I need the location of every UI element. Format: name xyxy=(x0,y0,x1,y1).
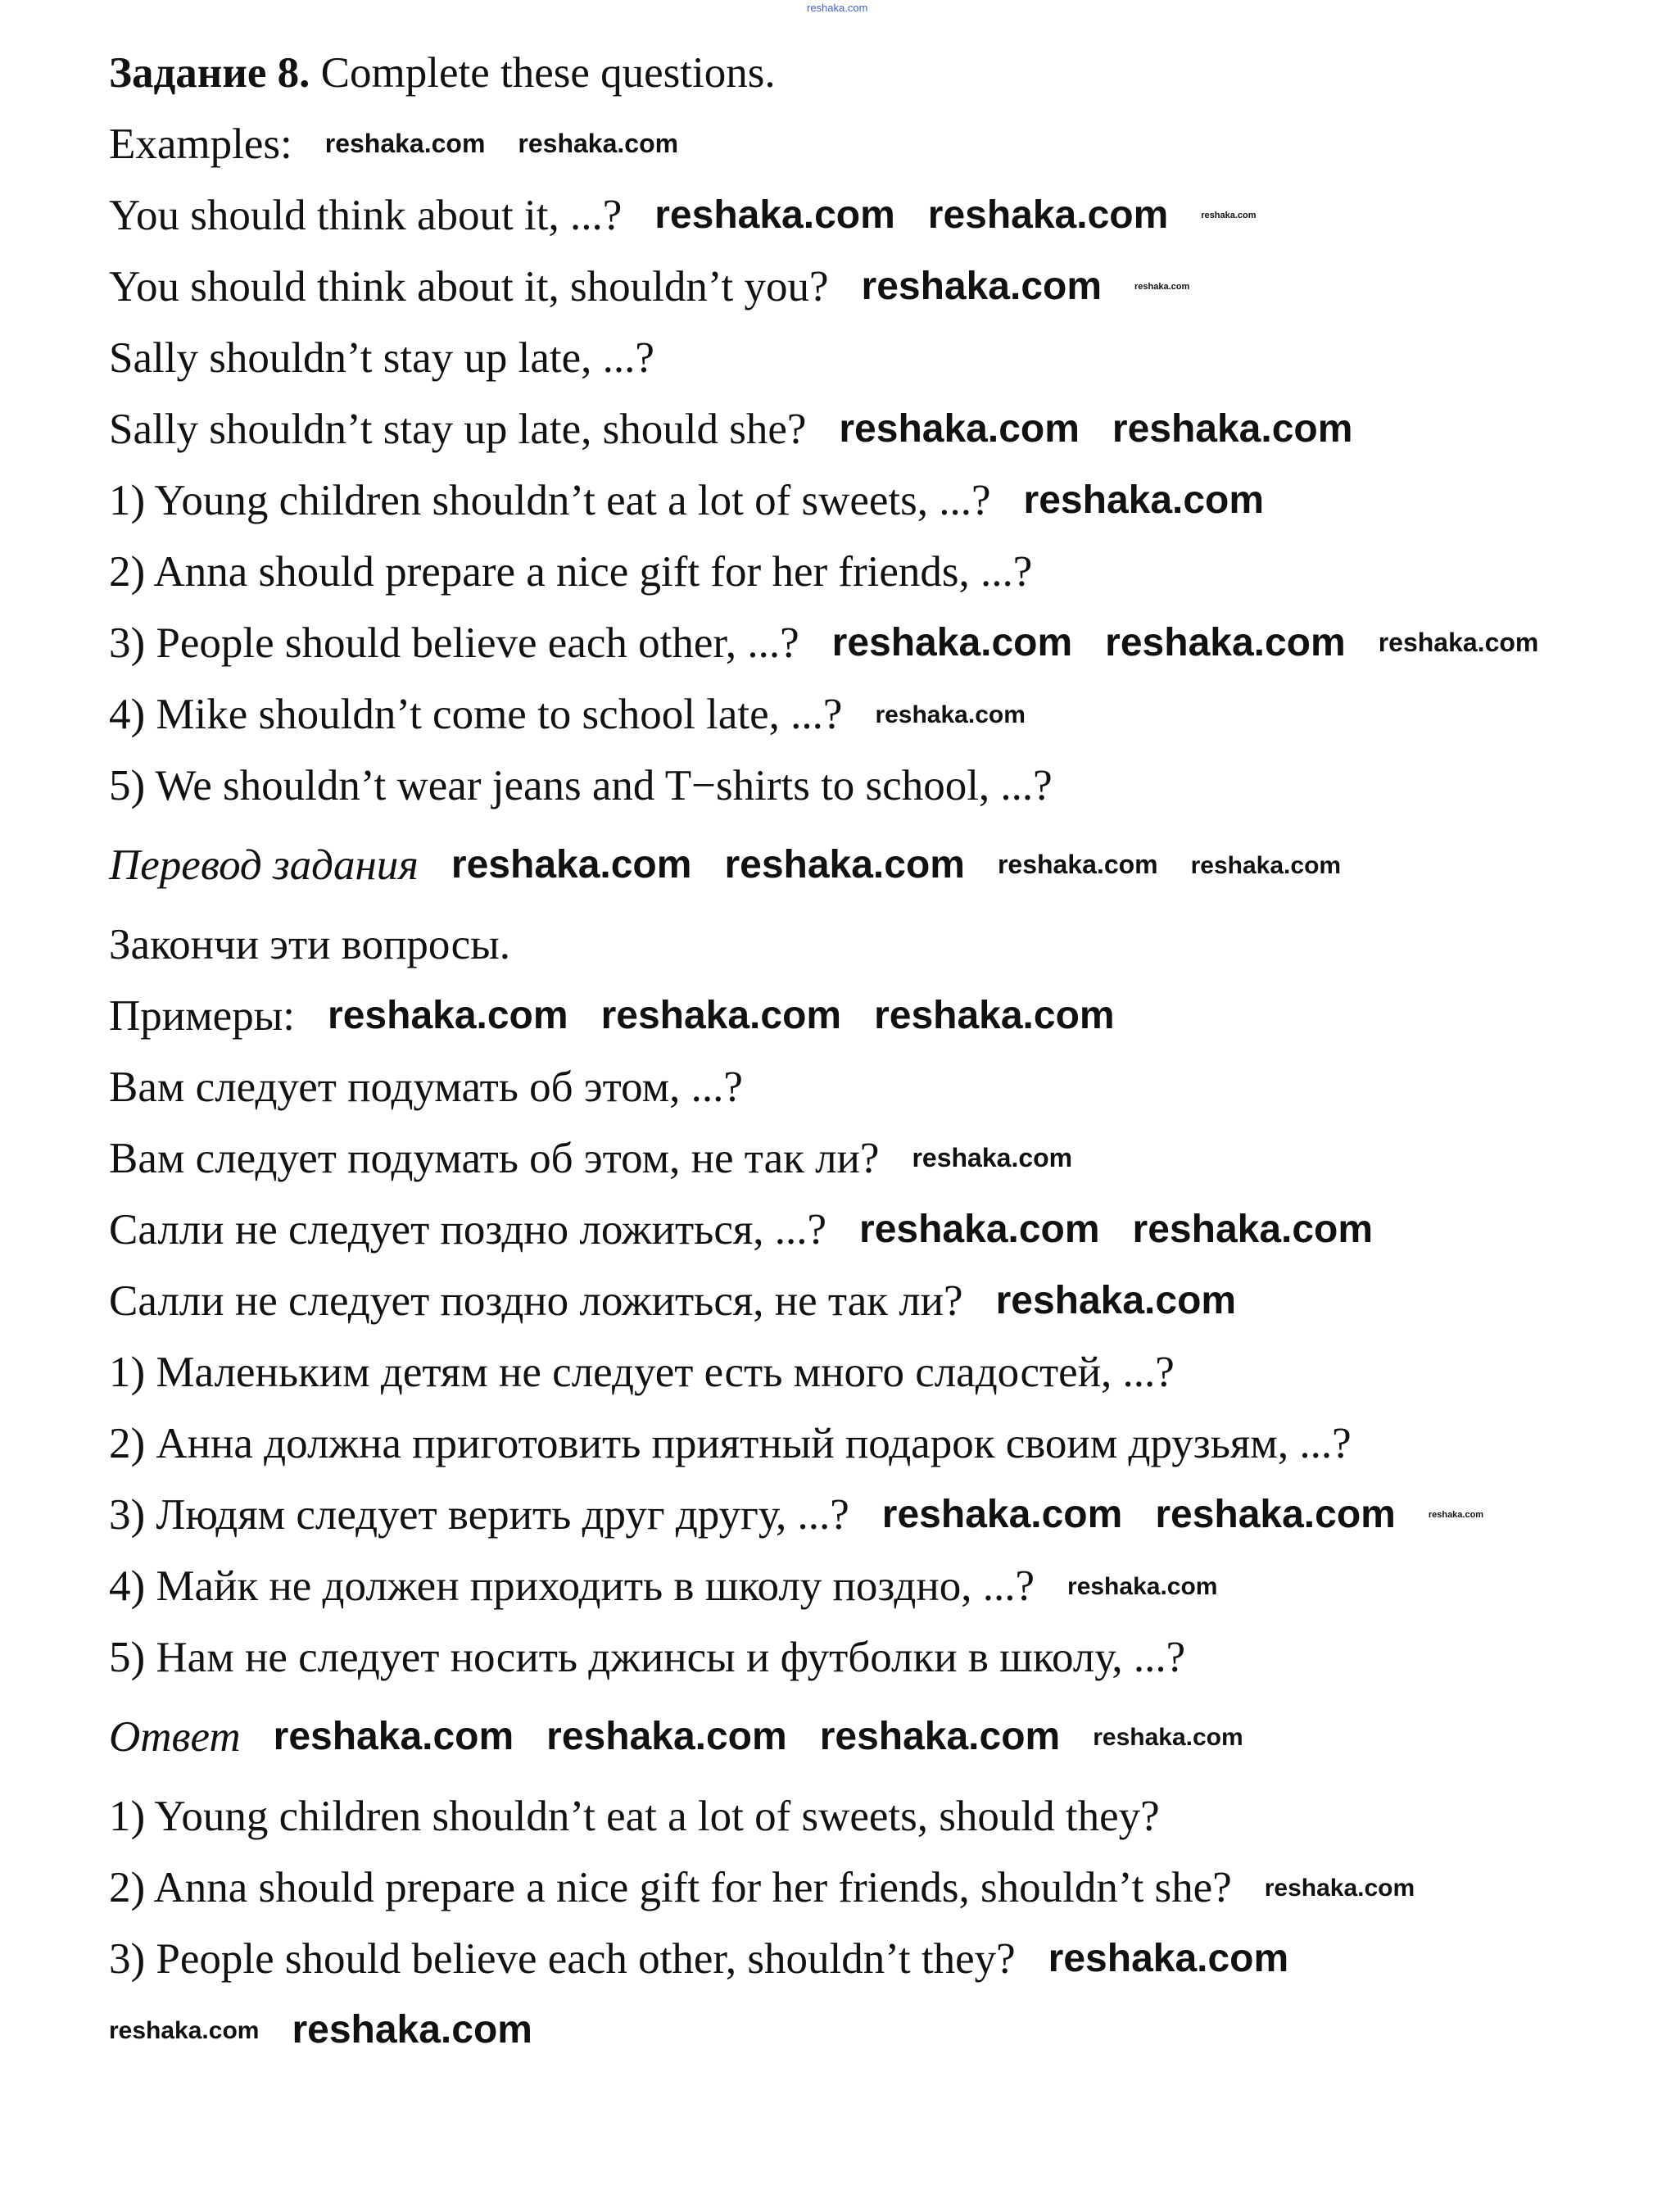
question-line: 4) Mike shouldn’t come to school late, ...? xyxy=(109,691,843,738)
watermark: reshaka.com xyxy=(324,129,486,159)
watermark: reshaka.com xyxy=(1155,1492,1396,1536)
answer-line: 2) Anna should prepare a nice gift for her friends, shouldn’t she? xyxy=(109,1864,1232,1911)
watermark: reshaka.com xyxy=(451,842,692,886)
translation-example-row xyxy=(109,1204,1647,1256)
question-row xyxy=(109,759,1647,812)
translation-question-row xyxy=(109,1346,1647,1399)
question-line: 5) We shouldn’t wear jeans and T−shirts to school, ...? xyxy=(109,762,1053,809)
answer-heading: Ответ xyxy=(109,1713,241,1761)
task-number: Задание 8. xyxy=(109,49,310,97)
example-row xyxy=(109,332,1647,384)
translation-example: Салли не следует поздно ложиться, не так ли? xyxy=(109,1277,963,1325)
title-row xyxy=(109,47,1647,99)
watermark: reshaka.com xyxy=(1378,628,1539,658)
question-row xyxy=(109,474,1647,527)
translation-question-row xyxy=(109,1417,1647,1470)
translation-example-row xyxy=(109,1275,1647,1327)
translation-question: 4) Майк не должен приходить в школу поздно, ...? xyxy=(109,1562,1035,1610)
question-row xyxy=(109,546,1647,598)
answer-row xyxy=(109,1790,1647,1843)
example-row xyxy=(109,189,1647,242)
watermark: reshaka.com xyxy=(1134,281,1190,292)
examples-label: Examples: xyxy=(109,120,292,168)
watermark: reshaka.com xyxy=(273,1714,514,1758)
watermark: reshaka.com xyxy=(1264,1874,1415,1902)
translation-examples-label: Примеры: xyxy=(109,992,296,1040)
watermark: reshaka.com xyxy=(724,842,965,886)
watermark: reshaka.com xyxy=(109,2016,260,2044)
watermark: reshaka.com xyxy=(927,193,1169,237)
translation-example-row xyxy=(109,1132,1647,1185)
answer-row xyxy=(109,1861,1647,1914)
watermark: reshaka.com xyxy=(839,406,1080,451)
watermark-row xyxy=(109,2004,1647,2056)
watermark: reshaka.com xyxy=(1067,1572,1218,1600)
translation-question: 5) Нам не следует носить джинсы и футболки в школу, ...? xyxy=(109,1634,1186,1681)
examples-label-row xyxy=(109,118,1647,170)
question-row xyxy=(109,617,1647,669)
watermark: reshaka.com xyxy=(1201,210,1257,220)
translation-question-row xyxy=(109,1489,1647,1541)
watermark: reshaka.com xyxy=(546,1714,787,1758)
watermark: reshaka.com xyxy=(1023,478,1265,522)
example-row xyxy=(109,261,1647,313)
watermark: reshaka.com xyxy=(881,1492,1123,1536)
watermark: reshaka.com xyxy=(292,2007,532,2052)
watermark: reshaka.com xyxy=(995,1278,1237,1322)
watermark: reshaka.com xyxy=(1190,851,1342,879)
watermark: reshaka.com xyxy=(1132,1207,1374,1251)
watermark: reshaka.com xyxy=(1105,620,1346,664)
example-line: Sally shouldn’t stay up late, should she? xyxy=(109,406,807,453)
question-row xyxy=(109,688,1647,741)
question-line: 2) Anna should prepare a nice gift for her friends, ...? xyxy=(109,548,1033,596)
task-title xyxy=(109,47,776,99)
translation-question: 1) Маленьким детям не следует есть много сладостей, ...? xyxy=(109,1349,1175,1396)
watermark: reshaka.com xyxy=(1048,1936,1289,1980)
translation-example: Вам следует подумать об этом, ...? xyxy=(109,1063,743,1111)
translation-example: Вам следует подумать об этом, не так ли? xyxy=(109,1135,880,1182)
example-row xyxy=(109,403,1647,456)
question-line: 3) People should believe each other, ...? xyxy=(109,619,799,667)
watermark: reshaka.com xyxy=(1112,406,1353,451)
example-line: You should think about it, shouldn’t you? xyxy=(109,263,829,311)
watermark: reshaka.com xyxy=(600,993,842,1037)
translation-instruction-row xyxy=(109,918,1647,971)
watermark: reshaka.com xyxy=(1093,1723,1243,1751)
translation-heading-row xyxy=(109,839,1647,891)
watermark: reshaka.com xyxy=(1428,1509,1484,1520)
answer-line: 3) People should believe each other, shouldn’t they? xyxy=(109,1935,1016,1983)
translation-example: Салли не следует поздно ложиться, ...? xyxy=(109,1206,827,1254)
watermark: reshaka.com xyxy=(875,701,1026,728)
translation-question-row xyxy=(109,1631,1647,1684)
answer-line: 1) Young children shouldn’t eat a lot of sweets, should they? xyxy=(109,1793,1160,1840)
example-line: You should think about it, ...? xyxy=(109,192,623,239)
question-line: 1) Young children shouldn’t eat a lot of sweets, ...? xyxy=(109,477,991,524)
watermark: reshaka.com xyxy=(654,193,895,237)
watermark: reshaka.com xyxy=(819,1714,1061,1758)
watermark: reshaka.com xyxy=(831,620,1073,664)
watermark: reshaka.com xyxy=(859,1207,1100,1251)
example-line: Sally shouldn’t stay up late, ...? xyxy=(109,334,654,382)
watermark: reshaka.com xyxy=(912,1143,1073,1173)
answer-heading-row xyxy=(109,1711,1647,1763)
translation-question-row xyxy=(109,1560,1647,1612)
watermark: reshaka.com xyxy=(807,2,868,14)
watermark: reshaka.com xyxy=(997,850,1158,880)
translation-instruction: Закончи эти вопросы. xyxy=(109,921,511,968)
watermark: reshaka.com xyxy=(328,993,568,1037)
task-instruction: Complete these questions. xyxy=(310,49,776,97)
translation-examples-label-row xyxy=(109,990,1647,1042)
watermark: reshaka.com xyxy=(861,264,1103,308)
translation-question: 2) Анна должна приготовить приятный подарок своим друзьям, ...? xyxy=(109,1420,1352,1467)
translation-heading: Перевод задания xyxy=(109,841,419,889)
translation-question: 3) Людям следует верить друг другу, ...? xyxy=(109,1491,849,1539)
answer-row xyxy=(109,1933,1647,1985)
watermark: reshaka.com xyxy=(518,129,679,159)
watermark: reshaka.com xyxy=(874,993,1115,1037)
translation-example-row xyxy=(109,1061,1647,1113)
